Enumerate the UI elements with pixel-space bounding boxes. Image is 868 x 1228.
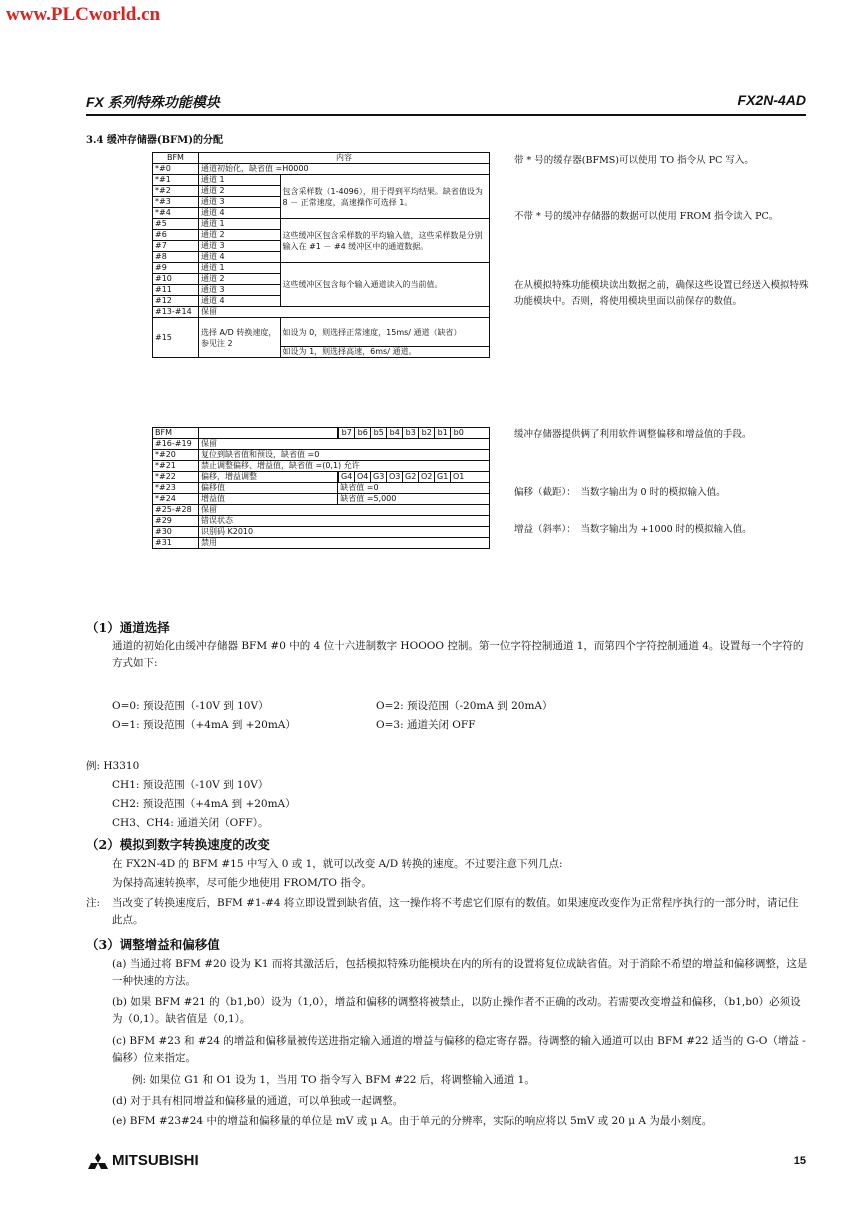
table-row	[153, 263, 490, 274]
option-1: O=1: 预设范围（+4mA 到 +20mA）	[112, 719, 296, 731]
channel-cell: 通道 1	[198, 219, 280, 230]
table-row	[153, 318, 490, 347]
item-d: (d) 对于具有相同增益和偏移量的通道，可以单独或一起调整。	[112, 1095, 404, 1107]
bfm-cell: #11	[153, 285, 199, 296]
table-row	[153, 307, 490, 318]
bit-label: b0	[450, 428, 466, 438]
content-cell: 保留	[198, 307, 489, 318]
note-adjust: 缓冲存储器提供俩了利用软件调整偏移和增益值的手段。	[514, 429, 752, 440]
example-label: 例: H3310	[86, 760, 140, 772]
bfm-cell: #7	[153, 241, 199, 252]
bfm-cell: #30	[153, 527, 199, 538]
bit-label: b3	[402, 428, 418, 438]
description-cell: 这些缓冲区包含每个输入通道读入的当前值。	[280, 263, 489, 307]
table-row	[153, 516, 490, 527]
table-row	[153, 494, 490, 505]
bit-cell: O2	[418, 472, 434, 482]
content-cell: 偏移，增益调整	[198, 472, 337, 483]
bfm-cell: *#3	[153, 197, 199, 208]
bfm-cell: #12	[153, 296, 199, 307]
speed-select-cell: 选择 A/D 转换速度，参见注 2	[198, 318, 280, 358]
table-row	[153, 450, 490, 461]
content-cell: 错误状态	[198, 516, 489, 527]
example-ch1: CH1: 预设范围（-10V 到 10V）	[112, 779, 269, 791]
item-b: (b) 如果 BFM #21 的（b1,b0）设为（1,0），增益和偏移的调整将被禁止，以防止操作者不正确的改动。若需要改变增益和偏移，（b1,b0）必须设为（0,1）。缺省值是（0,1）。	[112, 996, 801, 1025]
item-c: (c) BFM #23 和 #24 的增益和偏移量被传送进指定输入通道的增益与偏移的稳定寄存器。待调整的输入通道可以由 BFM #22 适当的 G-O（增益 - 偏移）位来指定。	[112, 1035, 806, 1064]
content-cell: 通道初始化，缺省值 =H0000	[198, 164, 489, 175]
table-row	[153, 219, 490, 230]
channel-cell: 通道 3	[198, 285, 280, 296]
note-label: 注:	[86, 897, 101, 909]
bfm-cell: #10	[153, 274, 199, 285]
description-cell: 包含采样数（1-4096），用于得到平均结果。缺省值设为 8 － 正常速度，高速操作可选择 1。	[280, 175, 489, 219]
bfm-cell: #5	[153, 219, 199, 230]
bit-header-cells	[338, 428, 490, 439]
channel-cell: 通道 2	[198, 230, 280, 241]
option-2: O=2: 预设范围（-20mA 到 20mA）	[376, 700, 553, 712]
bfm-cell: *#1	[153, 175, 199, 186]
section-2-paragraph: 在 FX2N-4D 的 BFM #15 中写入 0 或 1，就可以改变 A/D 转换的速度。不过要注意下列几点:	[112, 858, 563, 870]
bfm-cell: #29	[153, 516, 199, 527]
channel-cell: 通道 4	[198, 252, 280, 263]
description-cell: 这些缓冲区包含采样数的平均输入值，这些采样数是分别输入在 #1 － #4 缓冲区中的通道数据。	[280, 219, 489, 263]
channel-cell: 通道 3	[198, 241, 280, 252]
channel-cell: 通道 4	[198, 208, 280, 219]
table-row	[153, 483, 490, 494]
bit-cell: O4	[354, 472, 370, 482]
content-cell: 增益值	[198, 494, 337, 505]
option-3: O=3: 通道关闭 OFF	[376, 719, 476, 731]
bit-label: b1	[434, 428, 450, 438]
bfm-cell: *#23	[153, 483, 199, 494]
example-ch3-ch4: CH3、CH4: 通道关闭（OFF）。	[112, 817, 269, 829]
channel-cell: 通道 1	[198, 263, 280, 274]
table-row	[153, 175, 490, 186]
table-row	[153, 538, 490, 549]
bfm-cell: #9	[153, 263, 199, 274]
channel-cell: 通道 4	[198, 296, 280, 307]
bfm-cell: *#2	[153, 186, 199, 197]
bfm-cell: #15	[153, 318, 199, 358]
content-cell: 偏移值	[198, 483, 337, 494]
section-3-title: （3）调整增益和偏移值	[86, 937, 220, 952]
bit-cell: G2	[402, 472, 418, 482]
bfm-cell: *#20	[153, 450, 199, 461]
brand-name: MITSUBISHI	[112, 1152, 199, 1169]
channel-cell: 通道 2	[198, 186, 280, 197]
table-row	[153, 461, 490, 472]
section-title: 3.4 缓冲存储器(BFM)的分配	[86, 135, 223, 146]
bfm-cell: #16-#19	[153, 439, 199, 450]
channel-cell: 通道 2	[198, 274, 280, 285]
bit-cell: G1	[434, 472, 450, 482]
section-1-paragraph: 通道的初始化由缓冲存储器 BFM #0 中的 4 位十六进制数字 HOOOO 控制。第一位字符控制通道 1，而第四个字符控制通道 4。设置每一个字符的方式如下:	[112, 640, 804, 669]
bfm-cell: *#4	[153, 208, 199, 219]
table-row	[153, 164, 490, 175]
table-header-row	[153, 428, 490, 439]
value-cell: 缺省值 =0	[338, 483, 490, 494]
page-number: 15	[793, 1155, 806, 1167]
item-c-example: 例: 如果位 G1 和 O1 设为 1，当用 TO 指令写入 BFM #22 后，将调整输入通道 1。	[132, 1074, 535, 1086]
table-row	[153, 472, 490, 483]
three-diamonds-icon	[88, 1153, 108, 1169]
note-writable: 带 * 号的缓存器(BFMS)可以使用 TO 指令从 PC 写入。	[514, 155, 754, 166]
table-header-cell: BFM	[153, 153, 199, 164]
channel-cell: 通道 3	[198, 197, 280, 208]
example-ch2: CH2: 预设范围（+4mA 到 +20mA）	[112, 798, 296, 810]
speed-option-normal: 如设为 0，则选择正常速度，15ms/ 通道（缺省）	[280, 318, 489, 347]
bit-label: b5	[370, 428, 386, 438]
section-2-note: 当改变了转换速度后，BFM #1-#4 将立即设置到缺省值，这一操作将不考虑它们原有的数值。如果速度改变作为正常程序执行的一部分时，请记住此点。	[112, 897, 799, 926]
table-row	[153, 505, 490, 516]
item-e: (e) BFM #23#24 中的增益和偏移量的单位是 mV 或 μ A。由于单元的分辨率，实际的响应将以 5mV 或 20 μ A 为最小刻度。	[112, 1115, 713, 1127]
bfm-table-1	[152, 152, 490, 358]
table-row	[153, 527, 490, 538]
gain-offset-bit-cells	[338, 472, 490, 483]
bit-label: b2	[418, 428, 434, 438]
section-2-advice: 为保持高速转换率，尽可能少地使用 FROM/TO 指令。	[112, 877, 372, 889]
bfm-cell: *#24	[153, 494, 199, 505]
note-readable: 不带 * 号的缓冲存储器的数据可以使用 FROM 指令读入 PC。	[514, 211, 779, 222]
bit-cell: O1	[450, 472, 466, 482]
bit-label: b4	[386, 428, 402, 438]
bfm-cell: #31	[153, 538, 199, 549]
content-cell: 禁用	[198, 538, 489, 549]
bfm-cell: *#21	[153, 461, 199, 472]
bfm-cell: #25-#28	[153, 505, 199, 516]
header-right-model: FX2N-4AD	[737, 92, 806, 108]
header-rule	[86, 114, 806, 116]
mitsubishi-logo	[88, 1152, 199, 1169]
table-row	[153, 439, 490, 450]
content-cell: 识别码 K2010	[198, 527, 489, 538]
value-cell: 缺省值 =5,000	[338, 494, 490, 505]
content-cell: 保留	[198, 505, 489, 516]
note-gain: 增益（斜率）： 当数字输出为 +1000 时的模拟输入值。	[514, 524, 752, 535]
bit-cell: O3	[386, 472, 402, 482]
bfm-cell: #8	[153, 252, 199, 263]
bit-label: b6	[354, 428, 370, 438]
table-header-cell: 内容	[198, 153, 489, 164]
bit-cell: G3	[370, 472, 386, 482]
content-cell: 保留	[198, 439, 489, 450]
bit-cell: G4	[338, 472, 354, 482]
bfm-cell: #6	[153, 230, 199, 241]
bfm-cell: #13-#14	[153, 307, 199, 318]
bfm-cell: *#22	[153, 472, 199, 483]
channel-cell: 通道 1	[198, 175, 280, 186]
section-1-title: （1）通道选择	[86, 620, 170, 635]
note-offset: 偏移（截距）： 当数字输出为 0 时的模拟输入值。	[514, 487, 726, 498]
table-header-row	[153, 153, 490, 164]
bfm-cell: *#0	[153, 164, 199, 175]
bfm-table-2	[152, 427, 490, 549]
note-settings: 在从模拟特殊功能模块读出数据之前，确保这些设置已经送入模拟特殊功能模块中。否则，将使用模块里面以前保存的数值。	[514, 280, 809, 307]
speed-option-high: 如设为 1，则选择高速，6ms/ 通道。	[280, 347, 489, 358]
header-left-title: FX 系列特殊功能模块	[86, 94, 220, 110]
option-0: O=0: 预设范围（-10V 到 10V）	[112, 700, 269, 712]
content-cell: 复位到缺省值和预设，缺省值 =0	[198, 450, 489, 461]
table-header-cell: BFM	[153, 428, 199, 439]
content-cell: 禁止调整偏移、增益值，缺省值 =(0,1) 允许	[198, 461, 489, 472]
section-2-title: （2）模拟到数字转换速度的改变	[86, 837, 270, 852]
bit-label: b7	[338, 428, 354, 438]
watermark: www.PLCworld.cn	[6, 4, 161, 25]
item-a: (a) 当通过将 BFM #20 设为 K1 而将其激活后，包括模拟特殊功能模块在内的所有的设置将复位成缺省值。对于消除不希望的增益和偏移调整，这是一种快速的方法。	[112, 958, 808, 987]
table-header-spacer	[198, 428, 337, 439]
